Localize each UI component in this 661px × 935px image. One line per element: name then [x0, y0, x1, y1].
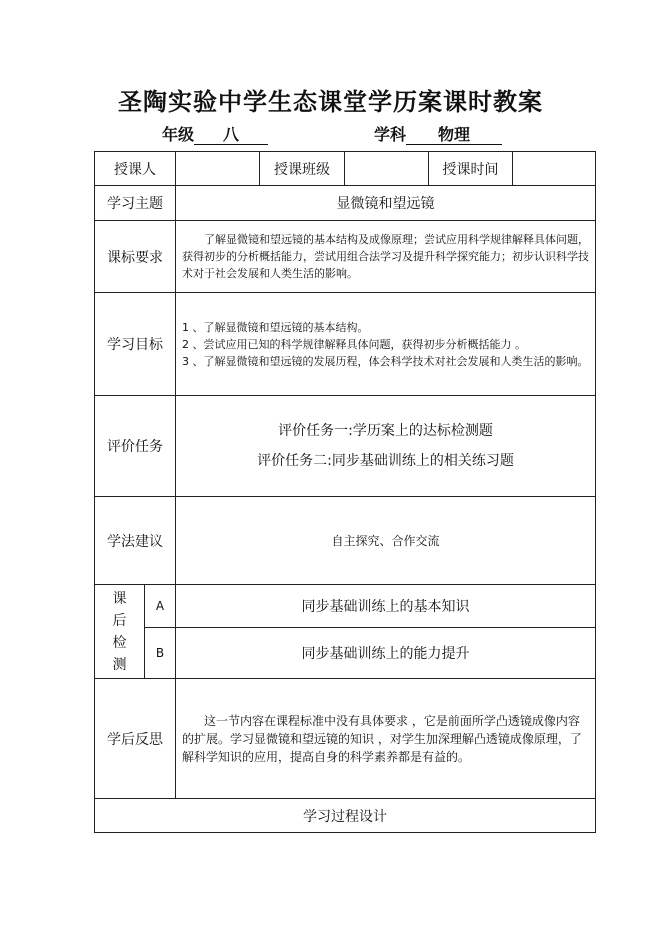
subject-value: 物理: [406, 126, 502, 145]
eval-label: 评价任务: [95, 396, 176, 497]
objective-item: 2 、尝试应用已知的科学规律解释具体问题，获得初步分析概括能力 。: [182, 337, 526, 351]
after-test-char: 测: [112, 656, 127, 673]
time-label: 授课时间: [429, 152, 513, 186]
after-test-key: A: [145, 585, 176, 628]
subject-field: [374, 122, 502, 145]
after-test-row-a: [95, 585, 596, 628]
after-test-char: 后: [112, 612, 127, 629]
page-title: 圣陶实验中学生态课堂学历案课时教案: [118, 87, 543, 116]
process-label: 学习过程设计: [95, 799, 596, 833]
after-test-char: 课: [112, 590, 127, 607]
grade-value: 八: [194, 126, 268, 145]
teacher-label: 授课人: [95, 152, 176, 186]
topic-label: 学习主题: [95, 186, 176, 221]
objective-list: [176, 293, 596, 396]
after-test-text: 同步基础训练上的基本知识: [176, 585, 596, 628]
reflection-row: [95, 679, 596, 799]
reflection-label: 学后反思: [95, 679, 176, 799]
eval-task: 评价任务一:学历案上的达标检测题: [278, 423, 493, 439]
class-label: 授课班级: [260, 152, 345, 186]
method-label: 学法建议: [95, 497, 176, 585]
class-value: [345, 152, 429, 186]
time-value: [513, 152, 596, 186]
teacher-row: [95, 152, 596, 186]
objective-item: 1 、了解显微镜和望远镜的基本结构。: [182, 320, 369, 334]
subject-label: 学科: [374, 125, 407, 144]
topic-row: [95, 186, 596, 221]
method-value: 自主探究、合作交流: [176, 497, 596, 585]
standard-row: [95, 221, 596, 293]
method-row: [95, 497, 596, 585]
after-test-char: 检: [112, 634, 127, 651]
eval-task: 评价任务二:同步基础训练上的相关练习题: [257, 453, 514, 469]
after-test-label: [95, 585, 145, 679]
objective-row: [95, 293, 596, 396]
teacher-value: [176, 152, 260, 186]
standard-text: 了解显微镜和望远镜的基本结构及成像原理；尝试应用科学规律解释具体问题，获得初步的分析概括能力，尝试用组合法学习及提升科学探究能力；初步认识科学技术对于社会发展和人类生活的影响。: [176, 221, 596, 293]
grade-label: 年级: [162, 125, 195, 144]
eval-tasks: [176, 396, 596, 497]
topic-value: 显微镜和望远镜: [176, 186, 596, 221]
objective-label: 学习目标: [95, 293, 176, 396]
standard-label: 课标要求: [95, 221, 176, 293]
reflection-text: 这一节内容在课程标准中没有具体要求 ，它是前面所学凸透镜成像内容的扩展。学习显微镜和望远镜的知识 ，对学生加深理解凸透镜成像原理，了解科学知识的应用，提高自身的科学素养都是有益的。: [176, 679, 596, 799]
lesson-plan-table: [94, 151, 596, 833]
process-row: [95, 799, 596, 833]
eval-row: [95, 396, 596, 497]
after-test-row-b: [95, 628, 596, 679]
after-test-key: B: [145, 628, 176, 679]
objective-item: 3 、了解显微镜和望远镜的发展历程，体会科学技术对社会发展和人类生活的影响。: [182, 354, 589, 368]
after-test-text: 同步基础训练上的能力提升: [176, 628, 596, 679]
grade-field: [162, 122, 268, 145]
